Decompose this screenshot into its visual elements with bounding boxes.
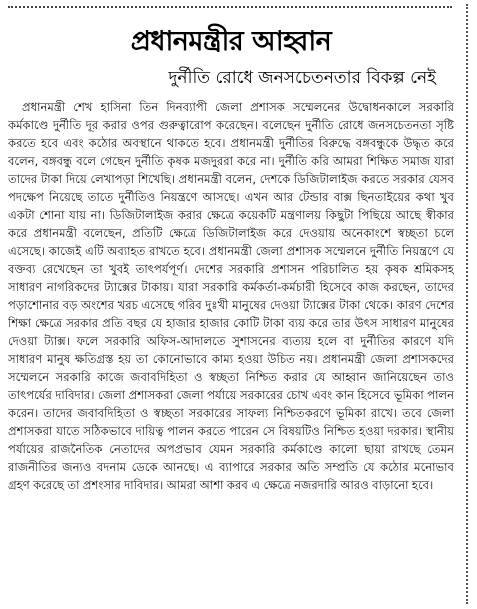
column-dotted-divider	[466, 4, 468, 604]
article-body	[8, 98, 454, 494]
subheadline: দুর্নীতি রোধে জনসচেতনতার বিকল্প নেই	[168, 68, 436, 88]
article-paragraph: প্রধানমন্ত্রী শেখ হাসিনা তিন দিনব্যাপী জেলা প্রশাসক সম্মেলনের উদ্বোধনকালে সরকারি কর্মকাণ্ডে দুর্নীতি দূর করার ওপর গুরুত্বারোপ করেছেন। বলেছেন দুর্নীতি রোধে জনসচেতনতা সৃষ্টি করতে হবে এবং কঠোর অবস্থানে থাকতে হবে। প্রধানমন্ত্রী দুর্নীতির বিরুদ্ধে বঙ্গবন্ধুকে উদ্ধৃত করে বলেন, বঙ্গবন্ধু বলে গেছেন দুর্নীতি কৃষক মজদুররা করে না। দুর্নীতি করি আমরা শিক্ষিত সমাজ যারা তাদের টাকা দিয়ে লেখাপড়া শিখেছি। প্রধানমন্ত্রী বলেন, দেশকে ডিজিটালাইজ করতে সরকার যেসব পদক্ষেপ নিয়েছে তাতে দুর্নীতিও নিয়ন্ত্রণে আসছে। এখন আর টেন্ডার বাক্স ছিনতাইয়ের কথা খুব একটা শোনা যায় না। ডিজিটালাইজ করার ক্ষেত্রে কয়েকটি মন্ত্রণালয় কিছুটা পিছিয়ে আছে স্বীকার করে প্রধানমন্ত্রী বলেছেন, প্রতিটি ক্ষেত্রে ডিজিটালাইজ করে দেওয়ায় অনেকাংশে স্বচ্ছতা চলে এসেছে। কাজেই এটি অব্যাহত রাখতে হবে। প্রধানমন্ত্রী জেলা প্রশাসক সম্মেলনে দুর্নীতি নিয়ন্ত্রণে যে বক্তব্য রেখেছেন তা খুবই তাৎপর্যপূর্ণ। দেশের সরকারি প্রশাসন পরিচালিত হয় কৃষক শ্রমিকসহ সাধারণ নাগরিকদের ট্যাক্সের টাকায়। যারা সরকারি কর্মকর্তা-কর্মচারী হিসেবে কাজ করছেন, তাদের পড়াশোনার বড় অংশের খরচ এসেছে গরিব দুঃখী মানুষের দেওয়া ট্যাক্সের টাকা থেকে। কারণ দেশের শিক্ষা ক্ষেত্রে সরকার প্রতি বছর যে হাজার হাজার কোটি টাকা ব্যয় করে তার উৎস সাধারণ মানুষের দেওয়া ট্যাক্স। ফলে সরকারি অফিস-আদালতে সুশাসনের ব্যত্যয় হলে বা দুর্নীতির কারণে যদি সাধারণ মানুষ ক্ষতিগ্রস্ত হয় তা কোনোভাবে কাম্য হওয়া উচিত নয়। প্রধানমন্ত্রী জেলা প্রশাসকদের সম্মেলনে সরকারি কাজে জবাবদিহিতা ও স্বচ্ছতা নিশ্চিত করার যে আহ্বান জানিয়েছেন তাও তাৎপর্যের দাবিদার। জেলা প্রশাসকরা জেলা পর্যায়ে সরকারের চোখ এবং কান হিসেবে ভূমিকা পালন করেন। তাদের জবাবদিহিতা ও স্বচ্ছতা সরকারের সাফল্য নিশ্চিতকরণে ভূমিকা রাখে। তবে জেলা প্রশাসকরা যাতে সঠিকভাবে দায়িত্ব পালন করতে পারেন সে বিষয়টিও নিশ্চিত হওয়া দরকার। স্থানীয় পর্যায়ের রাজনৈতিক নেতাদের অপপ্রভাব যেমন সরকারি কর্মকাণ্ডে কালো ছায়া রাখছে তেমন রাজনীতির জন্যও বদনাম ডেকে আনছে। এ ব্যাপারে সরকার অতি সম্প্রতি যে কঠোর মনোভাব গ্রহণ করেছে তা প্রশংসার দাবিদার। আমরা আশা করব এ ক্ষেত্রে নজরদারি আরও বাড়ানো হবে।	[8, 100, 454, 492]
headline: প্রধানমন্ত্রীর আহ্বান	[130, 26, 332, 57]
editorial-column	[8, 6, 454, 602]
